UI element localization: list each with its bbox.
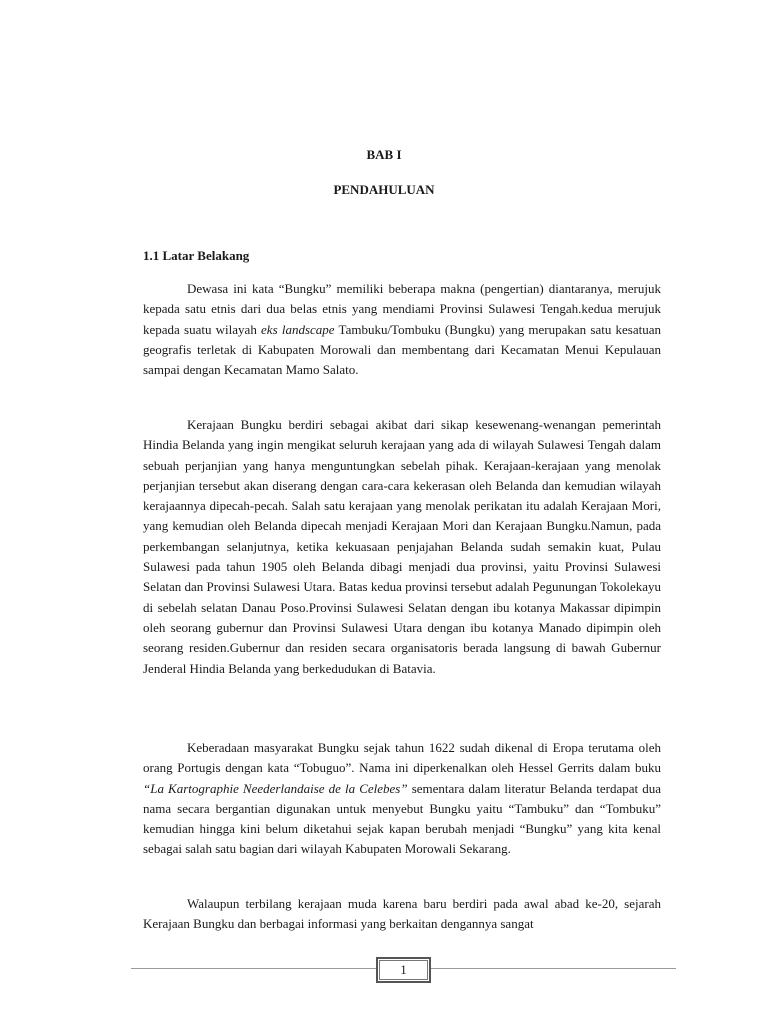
paragraph-3-text-b: sementara dalam literatur Belanda terdapat dua nama secara bergantian digunakan untuk menyebut Bungku yaitu “Tambuku” dan “Tombuku” kemudian hingga kini belum diketahui sejak kapan berubah menjadi “Bungku” yang kita kenal sebagai salah satu bagian dari wilayah Kabupaten Morowali Sekarang.: [143, 780, 661, 857]
paragraph-1-italic: eks landscape: [261, 321, 335, 337]
paragraph-2: [143, 415, 661, 679]
paragraph-3-italic: “La Kartographie Neederlandaise de la Celebes”: [143, 780, 408, 796]
section-heading: 1.1 Latar Belakang: [143, 248, 250, 263]
paragraph-1: [143, 279, 661, 380]
paragraph-1-text-a: Dewasa ini kata “Bungku” memiliki beberapa makna (pengertian) diantaranya, merujuk kepada satu etnis dari dua belas etnis yang mendiami Provinsi Sulawesi Tengah.kedua merujuk kepada suatu wilayah: [143, 281, 661, 337]
paragraph-3: [143, 738, 661, 860]
paragraph-4-text: Walaupun terbilang kerajaan muda karena baru berdiri pada awal abad ke-20, sejarah Kerajaan Bungku dan berbagai informasi yang berkaitan dengannya sangat: [143, 896, 661, 932]
chapter-title: PENDAHULUAN: [333, 182, 435, 197]
chapter-number: BAB I: [366, 147, 402, 162]
paragraph-3-text-a: Keberadaan masyarakat Bungku sejak tahun 1622 sudah dikenal di Eropa terutama oleh orang Portugis dengan kata “Tobuguo”. Nama ini diperkenalkan oleh Hessel Gerrits dalam buku: [143, 740, 661, 776]
paragraph-4: [143, 894, 661, 935]
paragraph-2-text: Kerajaan Bungku berdiri sebagai akibat dari sikap kesewenang-wenangan pemerintah Hindia Belanda yang ingin mengikat seluruh kerajaan yang ada di wilayah Sulawesi Tengah dalam sebuah perjanjian yang hanya menguntungkan sebelah pihak. Kerajaan-kerajaan yang menolak perjanjian tersebut akan diserang dengan cara-cara kekerasan oleh Belanda dan kemudian wilayah kerajaannya dipecah-pecah. Salah satu kerajaan yang menolak perikatan itu adalah Kerajaan Mori, yang kemudian oleh Belanda dipecah menjadi Kerajaan Mori dan Kerajaan Bungku.Namun, pada perkembangan selanjutnya, ketika kekuasaan penjajahan Belanda sudah semakin kuat, Pulau Sulawesi pada tahun 1905 oleh Belanda dibagi menjadi dua provinsi, yaitu Provinsi Sulawesi Selatan dan Provinsi Sulawesi Utara. Batas kedua provinsi tersebut adalah Pegunungan Tokolekayu di sebelah selatan Danau Poso.Provinsi Sulawesi Selatan dengan ibu kotanya Makassar dipimpin oleh seorang gubernur dan Provinsi Sulawesi Utara dengan ibu kotanya Manado dipimpin oleh seorang residen.Gubernur dan residen secara organisatoris berada langsung di bawah Gubernur Jenderal Hindia Belanda yang berkedudukan di Batavia.: [143, 417, 662, 676]
paragraph-1-text-b: Tambuku/Tombuku (Bungku) yang merupakan satu kesatuan geografis terletak di Kabupaten Morowali dan membentang dari Kecamatan Menui Kepulauan sampai dengan Kecamatan Mamo Salato.: [143, 321, 662, 378]
page-number: 1: [376, 957, 431, 983]
